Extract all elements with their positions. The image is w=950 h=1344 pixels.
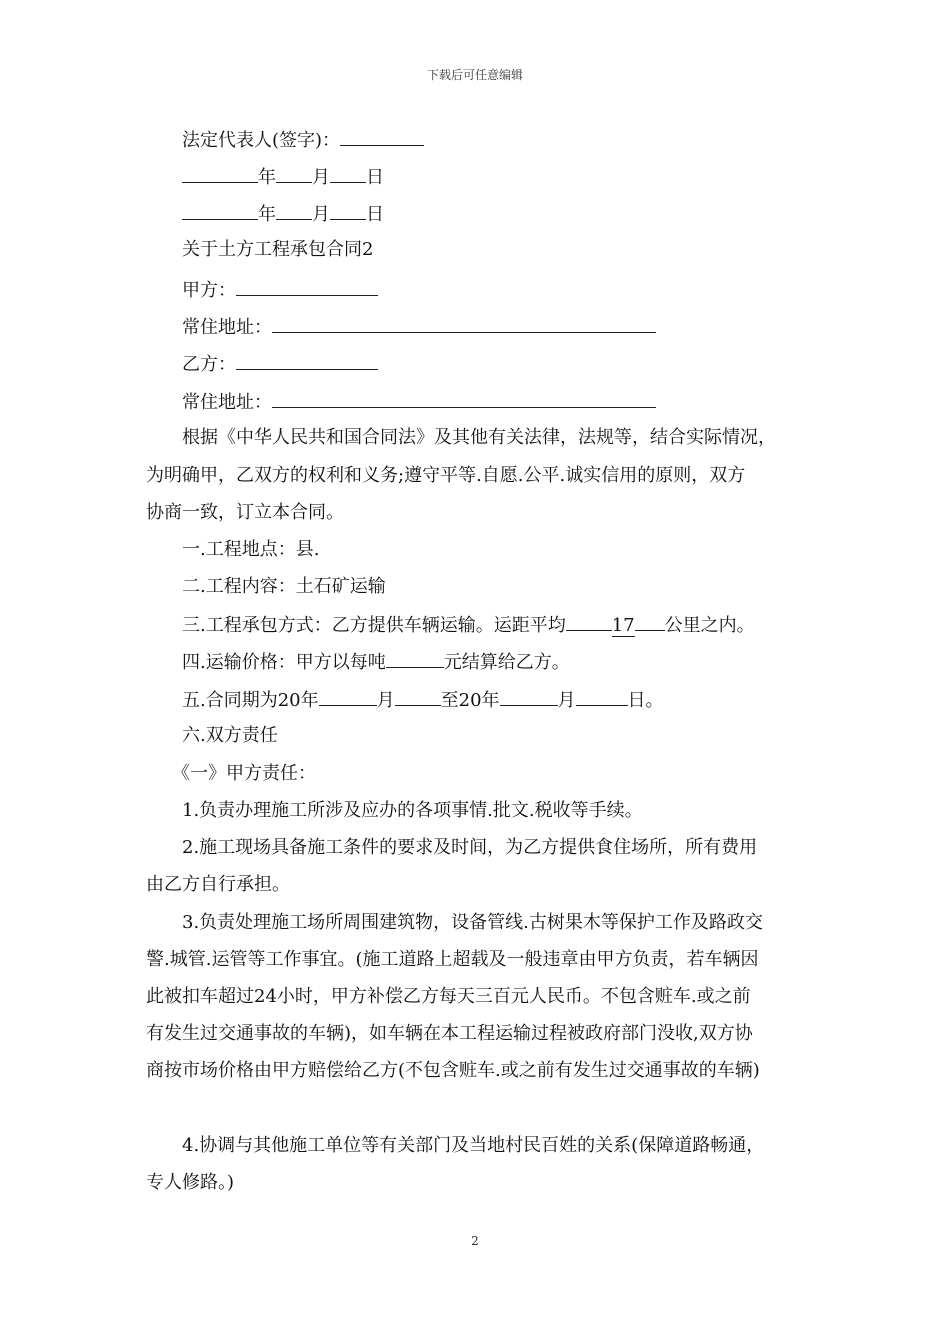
end-day-label: 日。: [627, 690, 664, 711]
price-blank: [386, 649, 444, 668]
duty-item-3-line-3: 此被扣车超过24小时，甲方补偿乙方每天三百元人民币。不包含赃车.或之前: [146, 986, 751, 1007]
clause-3-text: 三.工程承包方式：乙方提供车辆运输。运距平均: [182, 615, 566, 636]
clause-5: [182, 687, 664, 713]
year-blank: [182, 164, 258, 183]
end-month-blank: [500, 687, 558, 706]
start-month-label: 月: [376, 690, 395, 711]
page-header: 下载后可任意编辑: [426, 68, 523, 82]
day-label: 日: [366, 167, 384, 188]
duty-item-2-line-2: 由乙方自行承担。: [146, 874, 290, 895]
signature-line: [182, 127, 424, 153]
duty-item-3-line-2: 警.城管.运管等工作事宜。(施工道路上超载及一般违章由甲方负责，若车辆因: [146, 949, 759, 970]
duty-item-4-line-2: 专人修路。): [146, 1172, 235, 1193]
day-blank: [330, 164, 366, 183]
duty-item-3-line-1: 3.负责处理施工场所周围建筑物，设备管线.古树果木等保护工作及路政交: [182, 912, 763, 933]
clause-5-to: 至20年: [440, 690, 500, 711]
clause-1: 一.工程地点：县.: [182, 539, 320, 560]
clause-6: 六.双方责任: [182, 725, 278, 746]
address-b-line: [182, 389, 656, 415]
party-a-line: [182, 277, 378, 303]
clause-2: 二.工程内容：土石矿运输: [182, 576, 386, 597]
preamble-line-2: 为明确甲，乙双方的权利和义务;遵守平等.自愿.公平.诚实信用的原则，双方: [146, 465, 746, 486]
party-b-line: [182, 351, 378, 377]
party-b-label: 乙方：: [182, 354, 236, 375]
clause-4-text: 四.运输价格：甲方以每吨: [182, 652, 386, 673]
year-label: 年: [258, 167, 276, 188]
clause-4-suffix: 元结算给乙方。: [443, 652, 570, 673]
party-a-duties-heading: 《一》甲方责任：: [172, 763, 316, 784]
day-label: 日: [366, 204, 384, 225]
month-label: 月: [312, 167, 330, 188]
preamble-line-3: 协商一致，订立本合同。: [146, 502, 344, 523]
day-blank: [330, 201, 366, 220]
distance-value: 17: [611, 615, 635, 636]
address-a-line: [182, 314, 656, 340]
clause-3-suffix: 公里之内。: [664, 615, 755, 636]
signature-blank: [340, 127, 424, 146]
duty-item-2-line-1: 2.施工现场具备施工条件的要求及时间，为乙方提供食住场所，所有费用: [182, 837, 758, 858]
clause-3: [182, 612, 755, 638]
party-a-label: 甲方：: [182, 280, 236, 301]
preamble-line-1: 根据《中华人民共和国合同法》及其他有关法律，法规等，结合实际情况，: [182, 427, 776, 448]
address-b-label: 常住地址：: [182, 392, 272, 413]
contract-title: 关于土方工程承包合同2: [182, 239, 374, 260]
date-line-1: [182, 164, 384, 190]
year-blank: [182, 201, 258, 220]
month-blank: [276, 201, 312, 220]
duty-item-3-line-5: 商按市场价格由甲方赔偿给乙方(不包含赃车.或之前有发生过交通事故的车辆): [146, 1060, 760, 1081]
month-label: 月: [312, 204, 330, 225]
duty-item-1: 1.负责办理施工所涉及应办的各项事情.批文.税收等手续。: [182, 800, 643, 821]
party-b-blank: [236, 351, 378, 370]
end-month-label: 月: [557, 690, 576, 711]
distance-blank-right: [635, 612, 665, 631]
start-month-blank: [319, 687, 377, 706]
distance-blank-left: [566, 612, 612, 631]
duty-item-4-line-1: 4.协调与其他施工单位等有关部门及当地村民百姓的关系(保障道路畅通，: [182, 1135, 765, 1156]
page-number: 2: [471, 1234, 479, 1248]
date-line-2: [182, 201, 384, 227]
end-day-blank: [576, 687, 628, 706]
address-a-label: 常住地址：: [182, 317, 272, 338]
address-b-blank: [272, 389, 656, 408]
party-a-blank: [236, 277, 378, 296]
start-day-blank: [395, 687, 441, 706]
signature-label: 法定代表人(签字)：: [182, 130, 341, 151]
duty-item-3-line-4: 有发生过交通事故的车辆)，如车辆在本工程运输过程被政府部门没收,双方协: [146, 1023, 753, 1044]
year-label: 年: [258, 204, 276, 225]
month-blank: [276, 164, 312, 183]
clause-4: [182, 649, 570, 675]
clause-5-text: 五.合同期为20年: [182, 690, 319, 711]
address-a-blank: [272, 314, 656, 333]
